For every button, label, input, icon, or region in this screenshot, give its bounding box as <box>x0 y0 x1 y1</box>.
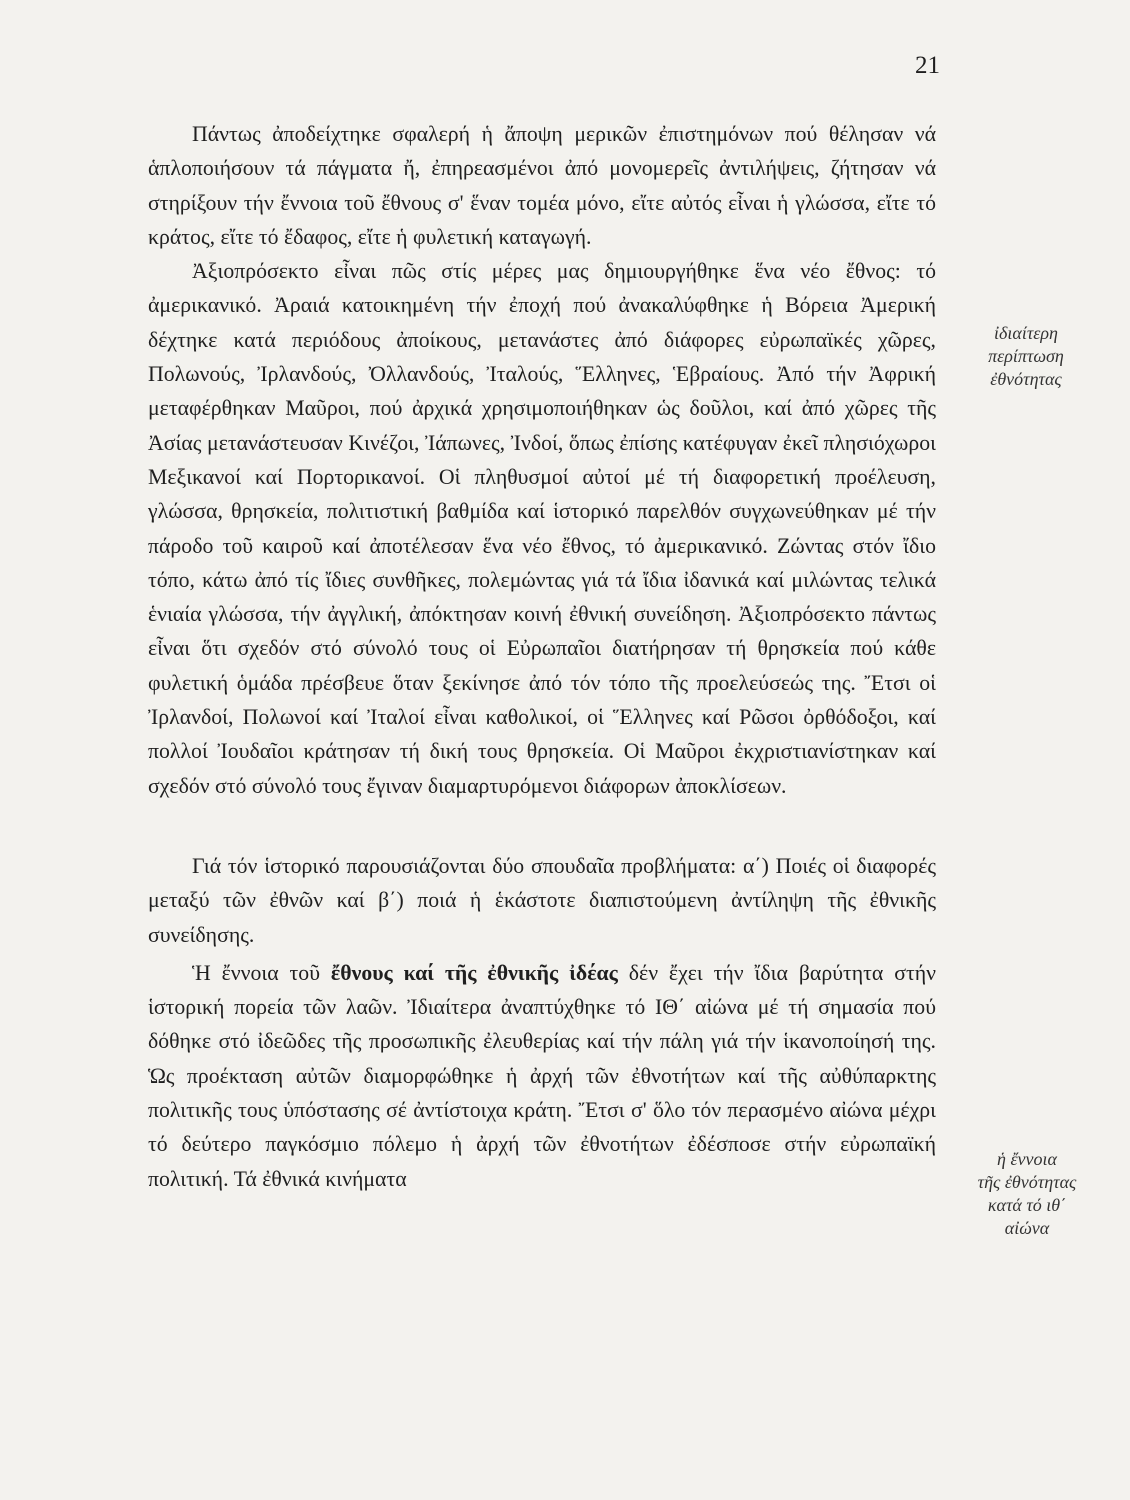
margin-note-2-line-1: ἡ ἔννοια <box>997 1149 1057 1169</box>
paragraph-4-bold-term: ἔθνους καί τῆς ἐθνικῆς ἰδέας <box>330 960 618 985</box>
paragraph-3: Γιά τόν ἱστορικό παρουσιάζονται δύο σπουδαῖα προβλήματα: α΄) Ποιές οἱ διαφορές μεταξύ τῶν ἐθνῶν καί β΄) ποιά ἡ ἑκάστοτε διαπιστούμενη ἀντίληψη τῆς ἐθνικῆς συνείδησης. <box>148 853 936 947</box>
margin-note-1-line-1: ἰδιαίτερη <box>994 323 1058 343</box>
margin-note-1 <box>962 322 1090 391</box>
margin-note-1-line-3: ἐθνότητας <box>990 369 1062 389</box>
paragraph-1: Πάντως ἀποδείχτηκε σφαλερή ἡ ἄποψη μερικῶν ἐπιστημόνων πού θέλησαν νά ἁπλοποιήσουν τά πάγματα ἤ, ἐπηρεασμένοι ἀπό μονομερεῖς ἀντιλήψεις, ζήτησαν νά στηρίξουν τήν ἔννοια τοῦ ἔθνους σ' ἕναν τομέα μόνο, εἴτε αὐτός εἶναι ἡ γλώσσα, εἴτε τό κράτος, εἴτε τό ἔδαφος, εἴτε ἡ φυλετική καταγωγή. <box>148 122 936 249</box>
margin-note-2-line-4: αἰώνα <box>1004 1218 1050 1238</box>
paragraph-4-start: Ἡ ἔννοια τοῦ <box>192 960 320 985</box>
paragraph-2: Ἀξιοπρόσεκτο εἶναι πῶς στίς μέρες μας δημιουργήθηκε ἕνα νέο ἔθνος: τό ἀμερικανικό. Ἀραιά κατοικημένη τήν ἐποχή πού ἀνακαλύφθηκε ἡ Βόρεια Ἀμερική δέχτηκε κατά περιόδους ἀποίκους, μετανάστες ἀπό διάφορες εὐρωπαϊκές χῶρες, Πολωνούς, Ἰρλανδούς, Ὀλλανδούς, Ἰταλούς, Ἕλληνες, Ἑβραίους. Ἀπό τήν Ἀφρική μεταφέρθηκαν Μαῦροι, πού ἀρχικά χρησιμοποιήθηκαν ὡς δοῦλοι, καί ἀπό χῶρες τῆς Ἀσίας μετανάστευσαν Κινέζοι, Ἰάπωνες, Ἰνδοί, ὅπως ἐπίσης κατέφυγαν ἐκεῖ πλησιόχωροι Μεξικανοί καί Πορτορικανοί. Οἱ πληθυσμοί αὐτοί μέ τή διαφορετική προέλευση, γλώσσα, θρησκεία, πολιτιστική βαθμίδα καί ἱστορικό παρελθόν συγχωνεύθηκαν μέ τήν πάροδο τοῦ καιροῦ καί ἀποτέλεσαν ἕνα νέο ἔθνος, τό ἀμερικανικό. Ζώντας στόν ἴδιο τόπο, κάτω ἀπό τίς ἴδιες συνθῆκες, πολεμώντας γιά τά ἴδια ἰδανικά καί μιλώντας τελικά ἑνιαία γλώσσα, τήν ἀγγλική, ἀπόκτησαν κοινή ἐθνική συνείδηση. Ἀξιοπρόσεκτο πάντως εἶναι ὅτι σχεδόν στό σύνολό τους οἱ Εὐρωπαῖοι διατήρησαν τή θρησκεία πού κάθε φυλετική ὁμάδα πρέσβευε ὅταν ξεκίνησε ἀπό τόν τόπο τῆς προελεύσεώς της. Ἔτσι οἱ Ἰρλανδοί, Πολωνοί καί Ἰταλοί εἶναι καθολικοί, οἱ Ἕλληνες καί Ρῶσοι ὀρθόδοξοι, καί πολλοί Ἰουδαῖοι κράτησαν τή δική τους θρησκεία. Οἱ Μαῦροι ἐκχριστιανίστηκαν καί σχεδόν στό σύνολό τους ἔγιναν διαμαρτυρόμενοι διάφορων ἀποκλίσεων. <box>148 259 936 798</box>
body-text <box>148 117 936 1196</box>
paragraph-4 <box>148 956 936 1196</box>
margin-note-2-line-3: κατά τό ιθ΄ <box>987 1195 1067 1215</box>
margin-note-1-line-2: περίπτωση <box>988 346 1064 366</box>
paragraph-4-rest: δέν ἔχει τήν ἴδια βαρύτητα στήν ἱστορική πορεία τῶν λαῶν. Ἰδιαίτερα ἀναπτύχθηκε τό ΙΘ΄ αἰώνα μέ τή σημασία πού δόθηκε στό ἰδεῶδες τῆς προσωπικῆς ἐλευθερίας καί τήν πάλη γιά τήν ἱκανοποίησή της. Ὡς προέκταση αὐτῶν διαμορφώθηκε ἡ ἀρχή τῶν ἐθνοτήτων καί τῆς αὐθύπαρκτης πολιτικῆς τους ὑπόστασης σέ ἀντίστοιχα κράτη. Ἔτσι σ' ὅλο τόν περασμένο αἰώνα μέχρι τό δεύτερο παγκόσμιο πόλεμο ἡ ἀρχή τῶν ἐθνοτήτων ἐδέσποσε στήν εὐρωπαϊκή πολιτική. Τά ἐθνικά κινήματα <box>148 960 936 1191</box>
margin-note-2-line-2: τῆς ἐθνότητας <box>977 1172 1077 1192</box>
margin-note-2 <box>962 1148 1092 1240</box>
page-number: 21 <box>915 52 940 79</box>
